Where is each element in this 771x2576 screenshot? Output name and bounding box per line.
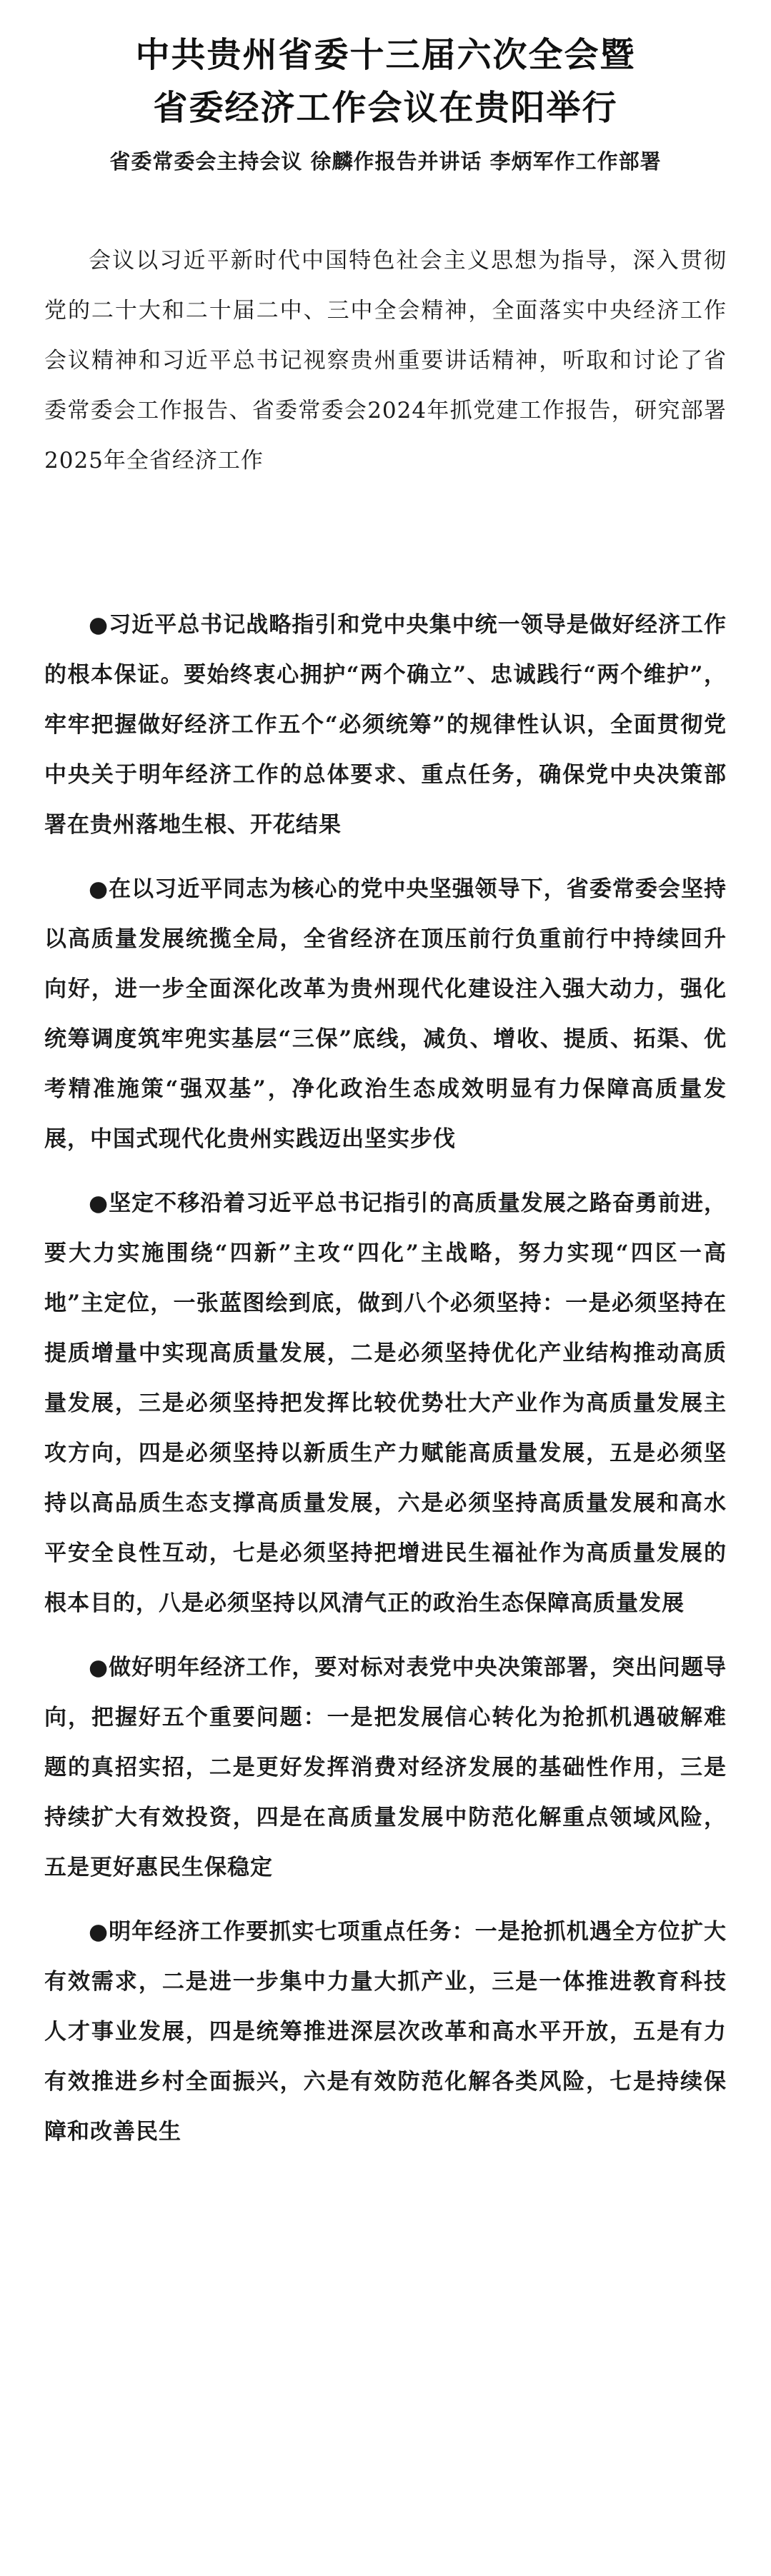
bullet-dot-icon: ● xyxy=(89,1919,109,1945)
bullet-text: 在以习近平同志为核心的党中央坚强领导下，省委常委会坚持以高质量发展统揽全局，全省经济在顶压前行负重前行中持续回升向好，进一步全面深化改革为贵州现代化建设注入强大动力，强化统筹调度筑牢兜实基层“三保”底线，减负、增收、提质、拓渠、优考精准施策“强双基”，净化政治生态成效明显有力保障高质量发展，中国式现代化贵州实践迈出坚实步伐 xyxy=(44,876,727,1152)
bullet-text: 明年经济工作要抓实七项重点任务：一是抢抓机遇全方位扩大有效需求，二是进一步集中力量大抓产业，三是一体推进教育科技人才事业发展，四是统筹推进深层次改革和高水平开放，五是有力有效推进乡村全面振兴，六是有效防范化解各类风险，七是持续保障和改善民生 xyxy=(44,1919,727,2145)
bullet-text: 习近平总书记战略指引和党中央集中统一领导是做好经济工作的根本保证。要始终衷心拥护“两个确立”、忠诚践行“两个维护”，牢牢把握做好经济工作五个“必须统筹”的规律性认识，全面贯彻党中央关于明年经济工作的总体要求、重点任务，确保党中央决策部署在贵州落地生根、开花结果 xyxy=(44,612,727,838)
bullet-item xyxy=(44,864,727,1164)
headline-line-2: 省委经济工作会议在贵阳举行 xyxy=(153,88,618,128)
headline-block xyxy=(0,29,771,177)
bullet-dot-icon: ● xyxy=(89,1191,109,1216)
bullet-dot-icon: ● xyxy=(89,1655,109,1680)
bullet-item xyxy=(44,1643,727,1893)
lead-paragraph: 会议以习近平新时代中国特色社会主义思想为指导，深入贯彻党的二十大和二十届二中、三中全会精神，全面落实中央经济工作会议精神和习近平总书记视察贵州重要讲话精神，听取和讨论了省委常委会工作报告、省委常委会2024年抓党建工作报告，研究部署2025年全省经济工作 xyxy=(44,248,727,473)
bullet-item xyxy=(44,600,727,850)
bullet-list xyxy=(44,600,727,2171)
bullet-text: 坚定不移沿着习近平总书记指引的高质量发展之路奋勇前进，要大力实施围绕“四新”主攻“四化”主战略，努力实现“四区一高地”主定位，一张蓝图绘到底，做到八个必须坚持：一是必须坚持在提质增量中实现高质量发展，二是必须坚持优化产业结构推动高质量发展，三是必须坚持把发挥比较优势壮大产业作为高质量发展主攻方向，四是必须坚持以新质生产力赋能高质量发展，五是必须坚持以高品质生态支撑高质量发展，六是必须坚持高质量发展和高水平安全良性互动，七是必须坚持把增进民生福祉作为高质量发展的根本目的，八是必须坚持以风清气正的政治生态保障高质量发展 xyxy=(44,1191,727,1616)
bullet-item xyxy=(44,1178,727,1628)
subtitle: 省委常委会主持会议 徐麟作报告并讲话 李炳军作工作部署 xyxy=(109,149,662,174)
bullet-item xyxy=(44,1907,727,2157)
bullet-dot-icon: ● xyxy=(89,612,109,638)
headline-line-1: 中共贵州省委十三届六次全会暨 xyxy=(135,35,636,75)
lead-section xyxy=(44,236,727,486)
bullet-dot-icon: ● xyxy=(89,876,109,902)
bullet-text: 做好明年经济工作，要对标对表党中央决策部署，突出问题导向，把握好五个重要问题：一是把发展信心转化为抢抓机遇破解难题的真招实招，二是更好发挥消费对经济发展的基础性作用，三是持续扩大有效投资，四是在高质量发展中防范化解重点领域风险，五是更好惠民生保稳定 xyxy=(44,1655,727,1880)
